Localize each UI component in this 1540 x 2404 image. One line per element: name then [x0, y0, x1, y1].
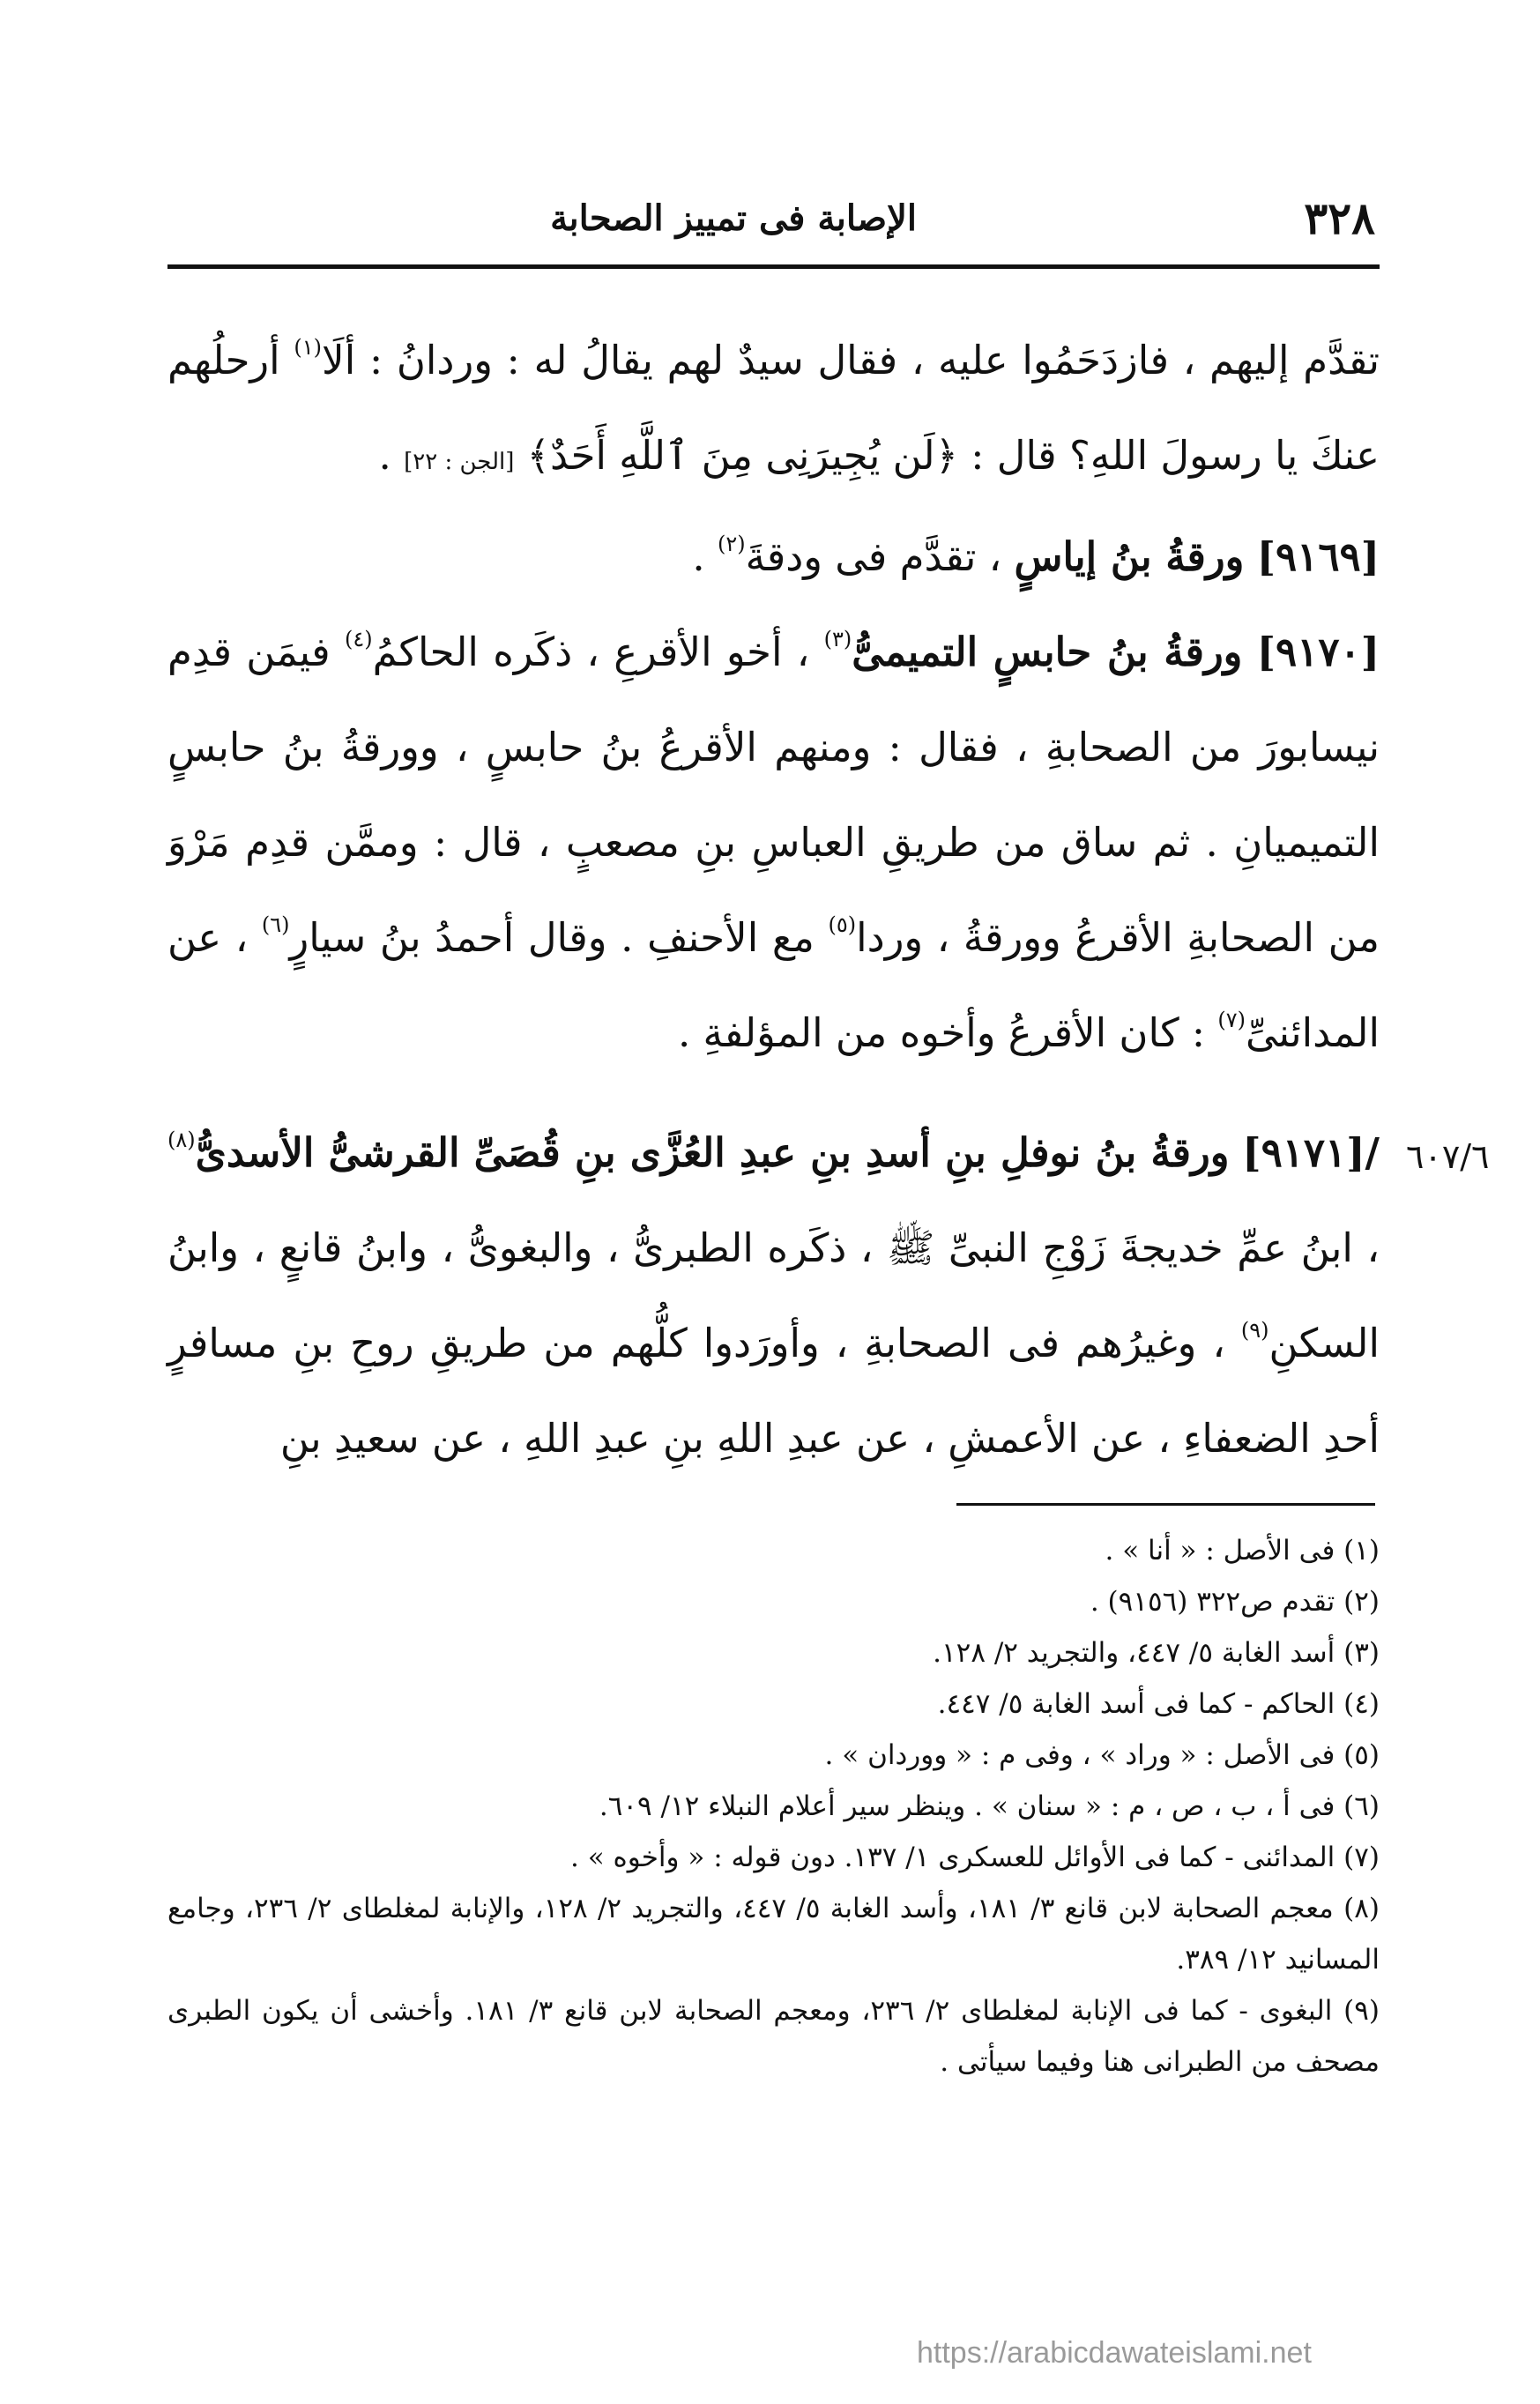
footnote-marker: (٤): [344, 627, 373, 651]
text-run: مع الأحنفِ . وقال أحمدُ بنُ سيارٍ: [289, 914, 829, 961]
text-run: ، وغيرُهم فى الصحابةِ ، وأورَدوا كلُّهم من طريقِ روحِ بنِ مسافرٍ أحدِ الضعفاءِ ، عن الأعمشِ ، عن عبدِ اللهِ بنِ عبدِ اللهِ ، عن سعيدِ بنِ: [167, 1320, 1380, 1462]
entry-9169: [167, 510, 1380, 605]
footnote: (٦) فى أ ، ب ، ص ، م : « سنان » . وينظر سير أعلام النبلاء ١٢/ ٦٠٩.: [599, 1790, 1380, 1822]
footnote: (٣) أسد الغابة ٥/ ٤٤٧، والتجريد ٢/ ١٢٨.: [933, 1637, 1380, 1669]
footnote-marker: (١): [294, 335, 323, 360]
main-text: [167, 313, 1380, 1486]
footnote: (٢) تقدم ص٣٢٢ (٩١٥٦) .: [1090, 1586, 1380, 1618]
running-title: الإصابة فى تمييز الصحابة: [550, 197, 917, 239]
footnotes: [167, 1525, 1380, 2088]
footnote-marker: (٢): [717, 532, 746, 556]
page-header: [167, 192, 1375, 254]
footnote-separator: [956, 1503, 1375, 1506]
watermark-url: https://arabicdawateislami.net: [917, 2336, 1312, 2370]
entry-number: [٩١٦٩]: [1256, 533, 1380, 580]
footnote: (٤) الحاكم - كما فى أسد الغابة ٥/ ٤٤٧.: [937, 1688, 1380, 1720]
text-run: ، تقدَّم فى ودقةَ: [745, 533, 1015, 580]
text-run: .: [378, 432, 405, 479]
text-run: فيمَن قدِم نيسابورَ من الصحابةِ ، فقال : ومنهم الأقرعُ بنُ حابسٍ ، وورقةُ بنُ حابسٍ التميميانِ . ثم ساق من طريقِ العباسِ بنِ مصعبٍ ، قال : وممَّن قدِم مَرْوَ من الصحابةِ الأقرعُ وورقةُ ، وردا: [167, 629, 1380, 961]
footnote: (٥) فى الأصل : « وراد » ، وفى م : « ووردان » .: [824, 1739, 1380, 1771]
footnote: (٩) البغوى - كما فى الإنابة لمغلطاى ٢/ ٢٣٦، ومعجم الصحابة لابن قانع ٣/ ١٨١. وأخشى أن يكون الطبرى مصحف من الطبرانى هنا وفيما سيأتى .: [167, 1995, 1380, 2078]
footnote-marker: (٧): [1217, 1008, 1246, 1032]
text-run: ، أخو الأقرعِ ، ذكَره الحاكمُ: [372, 629, 824, 675]
text-run: أرحلُهم عنكَ يا رسولَ اللهِ؟ قال : ﴿لَن يُجِيرَنِى مِنَ ٱللَّهِ أَحَدٌ﴾: [167, 337, 1380, 479]
footnote: (١) فى الأصل : « أنا » .: [1105, 1535, 1380, 1567]
quran-reference: [الجن : ٢٢]: [404, 449, 515, 475]
entry-name: ورقةُ بنُ حابسٍ التميمىُّ: [852, 629, 1243, 675]
footnote-marker: (٨): [167, 1128, 196, 1152]
entry-9171: [167, 1105, 1380, 1486]
footnote: (٧) المدائنى - كما فى الأوائل للعسكرى ١/ ١٣٧. دون قوله : « وأخوه » .: [569, 1842, 1380, 1873]
text-run: ، عن المدائنىِّ: [167, 914, 1380, 1056]
entry-number: /[٩١٧١]: [1242, 1129, 1380, 1176]
margin-page-reference: ٦٠٧/٦: [1406, 1137, 1490, 1176]
text-run: ، ابنُ عمِّ خديجةَ زَوْجِ النبىِّ ﷺ ، ذكَره الطبرىُّ ، والبغوىُّ ، وابنُ قانعٍ ، وابنُ السكنِ: [167, 1224, 1380, 1366]
footnote-marker: (٦): [261, 912, 290, 937]
footnote-marker: (٣): [823, 627, 852, 651]
footnote-marker: (٥): [828, 912, 857, 937]
page-number: ٣٢٨: [1304, 192, 1375, 244]
footnote-marker: (٩): [1240, 1318, 1269, 1343]
entry-9170: [167, 605, 1380, 1081]
entry-number: [٩١٧٠]: [1256, 629, 1380, 675]
footnote: (٨) معجم الصحابة لابن قانع ٣/ ١٨١، وأسد الغابة ٥/ ٤٤٧، والتجريد ٢/ ١٢٨، والإنابة لمغلطاى ٢/ ٢٣٦، وجامع المسانيد ١٢/ ٣٨٩.: [167, 1893, 1380, 1976]
header-rule: [167, 264, 1380, 269]
text-run: تقدَّم إليهم ، فازدَحَمُوا عليه ، فقال سيدٌ لهم يقالُ له : وردانُ : ألَا: [322, 337, 1380, 383]
paragraph-continuation: [167, 313, 1380, 510]
entry-name: ورقةُ بنُ إياسٍ: [1014, 533, 1245, 580]
entry-name: ورقةُ بنُ نوفلِ بنِ أسدِ بنِ عبدِ العُزَّى بنِ قُصَىِّ القرشىُّ الأسدىُّ: [195, 1129, 1230, 1176]
text-run: .: [692, 533, 718, 580]
text-run: : كان الأقرعُ وأخوه من المؤلفةِ .: [677, 1009, 1218, 1056]
